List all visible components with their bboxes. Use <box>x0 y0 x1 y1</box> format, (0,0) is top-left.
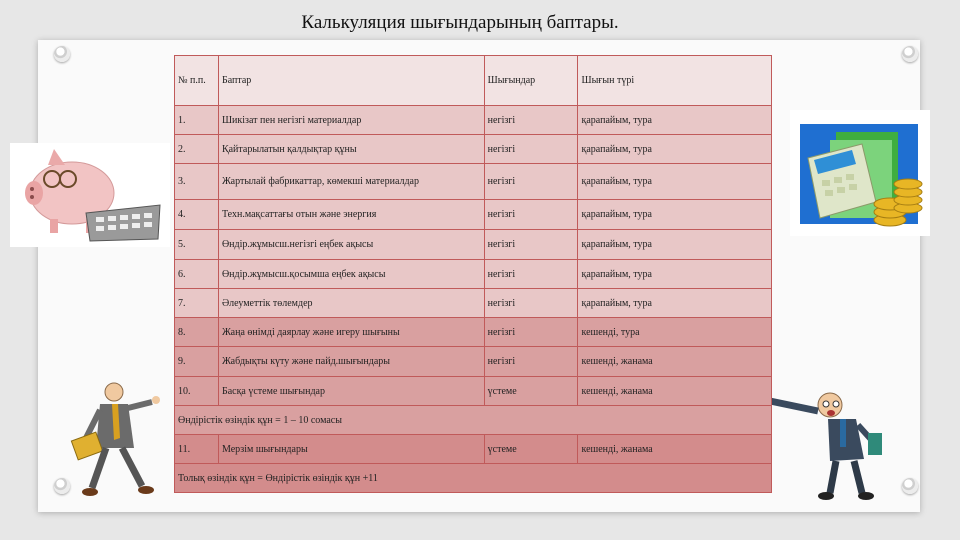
header-cost: Шығындар <box>484 56 578 106</box>
pin-icon <box>902 46 918 62</box>
row-item: Қайтарылатын қалдықтар құны <box>218 135 484 164</box>
row-cost-type: қарапайым, тура <box>578 164 772 200</box>
table-row <box>175 377 772 406</box>
row-number: 4. <box>175 200 219 230</box>
row-item: Өндір.жұмысш.қосымша еңбек ақысы <box>218 260 484 289</box>
table-row <box>175 260 772 289</box>
pin-icon <box>54 46 70 62</box>
row-number: 7. <box>175 289 219 318</box>
table-row <box>175 435 772 464</box>
row-item: Жаңа өнімді даярлау және игеру шығыны <box>218 318 484 347</box>
table-row <box>175 318 772 347</box>
row-cost: үстеме <box>484 377 578 406</box>
row-cost-type: қарапайым, тура <box>578 135 772 164</box>
row-cost-type: кешенді, жанама <box>578 435 772 464</box>
row-cost-type: қарапайым, тура <box>578 106 772 135</box>
row-number: 9. <box>175 347 219 377</box>
row-item: Мерзім шығындары <box>218 435 484 464</box>
header-number: № п.п. <box>175 56 219 106</box>
piggy-bank-image <box>10 143 170 247</box>
row-cost: негізгі <box>484 318 578 347</box>
row-item: Жабдықты күту және пайд.шығындары <box>218 347 484 377</box>
table-header-row <box>175 56 772 106</box>
row-item: Басқа үстеме шығындар <box>218 377 484 406</box>
header-item: Баптар <box>218 56 484 106</box>
row-number: 11. <box>175 435 219 464</box>
row-number: 8. <box>175 318 219 347</box>
row-cost-type: қарапайым, тура <box>578 200 772 230</box>
angry-businessman-image <box>760 375 900 501</box>
row-cost: негізгі <box>484 347 578 377</box>
row-number: 5. <box>175 230 219 260</box>
row-number: 3. <box>175 164 219 200</box>
row-number: 1. <box>175 106 219 135</box>
slide-title: Калькуляция шығындарының баптары. <box>301 12 619 33</box>
pin-icon <box>54 478 70 494</box>
row-cost: негізгі <box>484 106 578 135</box>
calculator-coins-image <box>790 110 930 236</box>
table-row <box>175 164 772 200</box>
subtotal-formula: Өндірістік өзіндік құн = 1 – 10 сомасы <box>175 406 772 435</box>
row-cost: негізгі <box>484 135 578 164</box>
row-cost: негізгі <box>484 164 578 200</box>
table-row <box>175 135 772 164</box>
row-item: Әлеуметтік төлемдер <box>218 289 484 318</box>
row-cost: негізгі <box>484 230 578 260</box>
table-row <box>175 106 772 135</box>
table-row <box>175 289 772 318</box>
cost-items-table <box>174 55 772 493</box>
row-cost: негізгі <box>484 200 578 230</box>
row-cost: үстеме <box>484 435 578 464</box>
row-number: 2. <box>175 135 219 164</box>
businessman-briefcase-image <box>70 378 170 502</box>
row-number: 6. <box>175 260 219 289</box>
table-row <box>175 200 772 230</box>
row-cost-type: қарапайым, тура <box>578 289 772 318</box>
table-row <box>175 347 772 377</box>
row-item: Жартылай фабрикаттар, көмекші материалдар <box>218 164 484 200</box>
header-cost-type: Шығын түрі <box>578 56 772 106</box>
row-cost-type: кешенді, тура <box>578 318 772 347</box>
total-row <box>175 464 772 493</box>
pin-icon <box>902 478 918 494</box>
row-item: Шикізат пен негізгі материалдар <box>218 106 484 135</box>
subtotal-row <box>175 406 772 435</box>
row-cost-type: кешенді, жанама <box>578 377 772 406</box>
table-row <box>175 230 772 260</box>
row-cost: негізгі <box>484 260 578 289</box>
row-cost: негізгі <box>484 289 578 318</box>
row-item: Техн.мақсаттағы отын және энергия <box>218 200 484 230</box>
row-cost-type: қарапайым, тура <box>578 260 772 289</box>
row-number: 10. <box>175 377 219 406</box>
total-formula: Толық өзіндік құн = Өндірістік өзіндік құн +11 <box>175 464 772 493</box>
row-cost-type: қарапайым, тура <box>578 230 772 260</box>
row-cost-type: кешенді, жанама <box>578 347 772 377</box>
row-item: Өндір.жұмысш.негізгі еңбек ақысы <box>218 230 484 260</box>
